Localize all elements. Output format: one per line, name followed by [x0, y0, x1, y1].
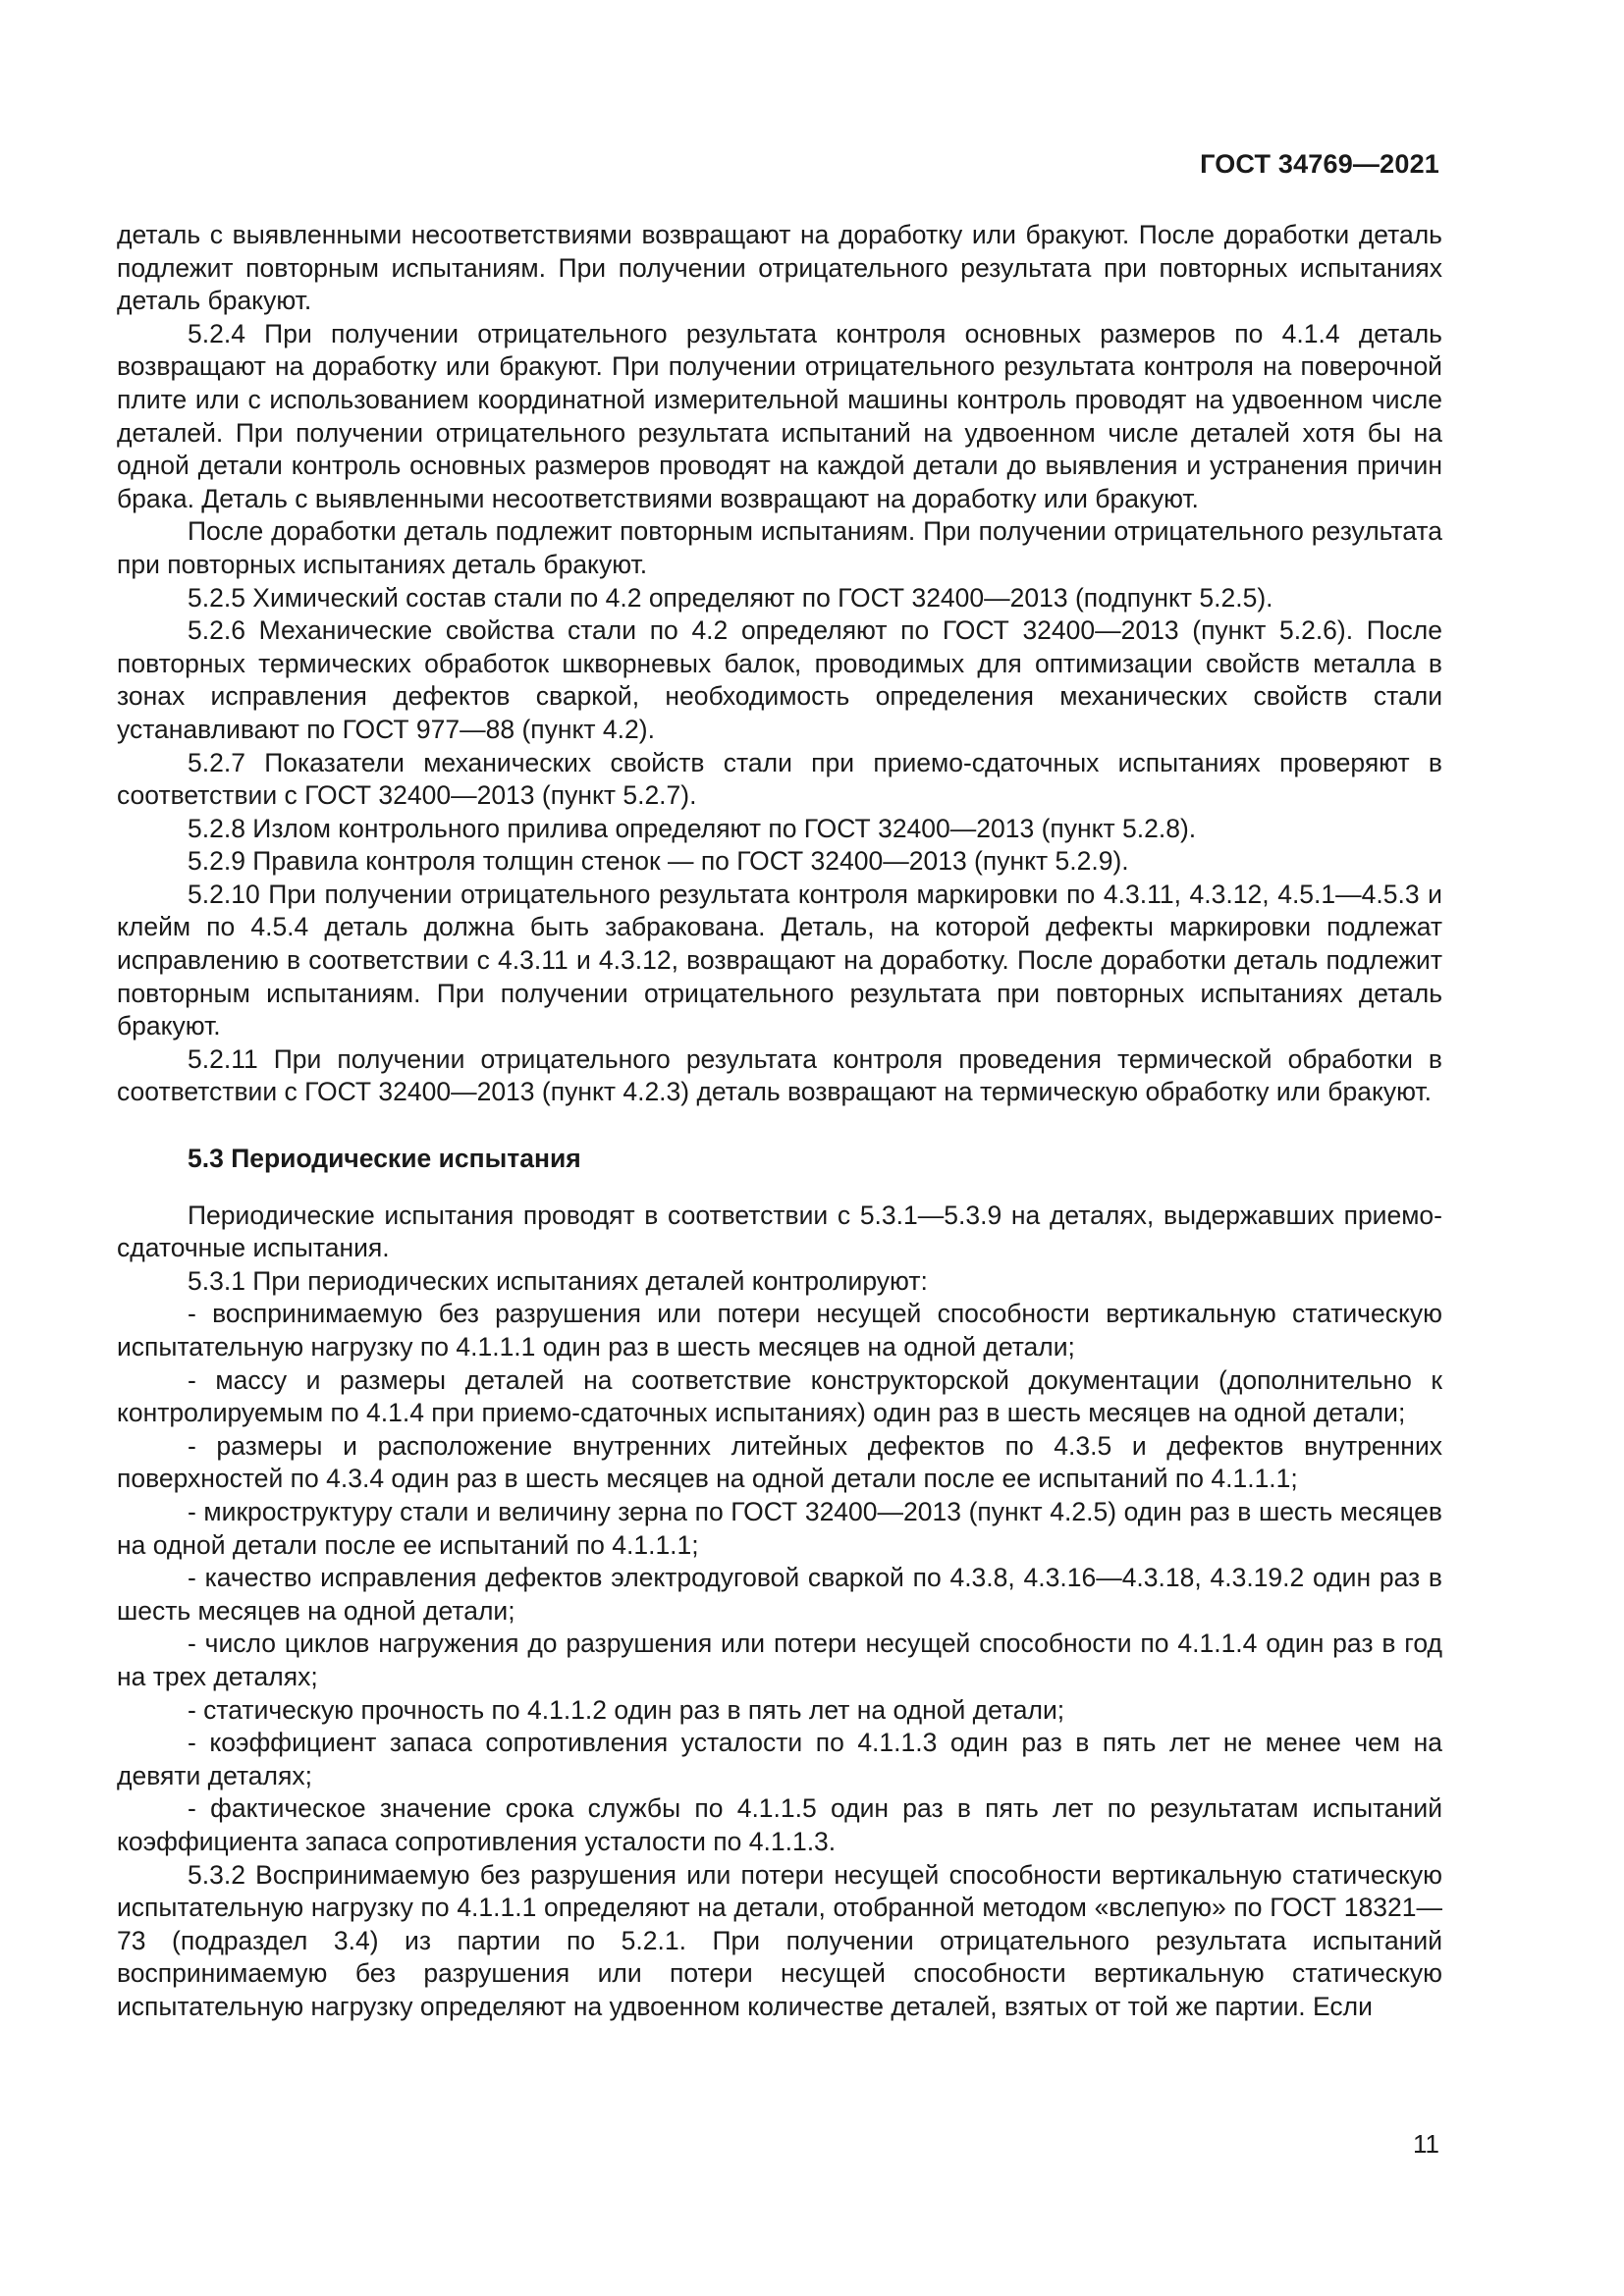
standard-header: ГОСТ 34769—2021 — [1200, 149, 1439, 179]
paragraph: деталь с выявленными несоответствиями возвращают на доработку или бракуют. После доработки деталь подлежит повторным испытаниям. При получении отрицательного результата при повторных испытаниях деталь бракуют. — [117, 220, 1442, 316]
section-heading-5-3: 5.3 Периодические испытания — [188, 1144, 581, 1174]
paragraph-5-3-2: 5.3.2 Воспринимаемую без разрушения или потери несущей способности вертикальную статическую испытательную нагрузку по 4.1.1.1 определяют на детали, отобранной методом «вслепую» по ГОСТ 18321—73 (подраздел 3.4) из партии по 5.2.1. При получении отрицательного результата испытаний воспринимаемую без разрушения или потери несущей способности вертикальную статическую испытательную нагрузку определяют на удвоенном количестве деталей, взятых от той же партии. Если — [117, 1859, 1442, 2021]
list-item: - число циклов нагружения до разрушения или потери несущей способности по 4.1.1.4 один раз в год на трех деталях; — [117, 1629, 1442, 1691]
document-body — [117, 219, 1442, 2023]
paragraph: Периодические испытания проводят в соответствии с 5.3.1—5.3.9 на деталях, выдержавших приемо-сдаточные испытания. — [117, 1200, 1442, 1263]
list-item: - статическую прочность по 4.1.1.2 один раз в пять лет на одной детали; — [188, 1694, 1065, 1725]
list-item: - фактическое значение срока службы по 4.1.1.5 один раз в пять лет по результатам испытаний коэффициента запаса сопротивления усталости по 4.1.1.3. — [117, 1793, 1442, 1856]
paragraph-5-2-5: 5.2.5 Химический состав стали по 4.2 определяют по ГОСТ 32400—2013 (подпункт 5.2.5). — [188, 582, 1273, 613]
paragraph-5-2-7: 5.2.7 Показатели механических свойств стали при приемо-сдаточных испытаниях проверяют в соответствии с ГОСТ 32400—2013 (пункт 5.2.7). — [117, 747, 1442, 811]
list-item: - коэффициент запаса сопротивления усталости по 4.1.1.3 один раз в пять лет не менее чем на девяти деталях; — [117, 1728, 1442, 1790]
list-item: - воспринимаемую без разрушения или потери несущей способности вертикальную статическую испытательную нагрузку по 4.1.1.1 один раз в шесть месяцев на одной детали; — [117, 1299, 1442, 1362]
paragraph-5-2-9: 5.2.9 Правила контроля толщин стенок — по ГОСТ 32400—2013 (пункт 5.2.9). — [188, 846, 1129, 877]
list-item: - качество исправления дефектов электродуговой сваркой по 4.3.8, 4.3.16—4.3.18, 4.3.19.2 один раз в шесть месяцев на одной детали; — [117, 1563, 1442, 1626]
paragraph-5-2-10: 5.2.10 При получении отрицательного результата контроля маркировки по 4.3.11, 4.3.12, 4.5.1—4.5.3 и клейм по 4.5.4 деталь должна быть забракована. Деталь, на которой дефекты маркировки подлежат исправлению в соответствии с 4.3.11 и 4.3.12, возвращают на доработку. После доработки деталь подлежит повторным испытаниям. При получении отрицательного результата при повторных испытаниях деталь бракуют. — [117, 879, 1442, 1041]
list-item: - микроструктуру стали и величину зерна по ГОСТ 32400—2013 (пункт 4.2.5) один раз в шесть месяцев на одной детали после ее испытаний по 4.1.1.1; — [117, 1496, 1442, 1560]
paragraph-5-3-1: 5.3.1 При периодических испытаниях деталей контролируют: — [188, 1265, 928, 1296]
page-number: 11 — [1413, 2129, 1439, 2159]
list-item: - размеры и расположение внутренних литейных дефектов по 4.3.5 и дефектов внутренних поверхностей по 4.3.4 один раз в шесть месяцев на одной детали после ее испытаний по 4.1.1.1; — [117, 1430, 1442, 1494]
paragraph-5-2-4: 5.2.4 При получении отрицательного результата контроля основных размеров по 4.1.4 деталь возвращают на доработку или бракуют. При получении отрицательного результата контроля на поверочной плите или с использованием координатной измерительной машины контроль проводят на удвоенном числе деталей. При получении отрицательного результата испытаний на удвоенном числе деталей хотя бы на одной детали контроль основных размеров проводят на каждой детали до выявления и устранения причин брака. Деталь с выявленными несоответствиями возвращают на доработку или бракуют. — [117, 318, 1442, 513]
paragraph-5-2-8: 5.2.8 Излом контрольного прилива определяют по ГОСТ 32400—2013 (пункт 5.2.8). — [188, 813, 1197, 843]
paragraph: После доработки деталь подлежит повторным испытаниям. При получении отрицательного результата при повторных испытаниях деталь бракуют. — [117, 516, 1442, 579]
list-item: - массу и размеры деталей на соответствие конструкторской документации (дополнительно к контролируемым по 4.1.4 при приемо-сдаточных испытаниях) один раз в шесть месяцев на одной детали; — [117, 1364, 1442, 1428]
paragraph-5-2-11: 5.2.11 При получении отрицательного результата контроля проведения термической обработки в соответствии с ГОСТ 32400—2013 (пункт 4.2.3) деталь возвращают на термическую обработку или бракуют. — [117, 1043, 1442, 1107]
paragraph-5-2-6: 5.2.6 Механические свойства стали по 4.2 определяют по ГОСТ 32400—2013 (пункт 5.2.6). После повторных термических обработок шкворневых балок, проводимых для оптимизации свойств металла в зонах исправления дефектов сваркой, необходимость определения механических свойств стали устанавливают по ГОСТ 977—88 (пункт 4.2). — [117, 615, 1442, 744]
